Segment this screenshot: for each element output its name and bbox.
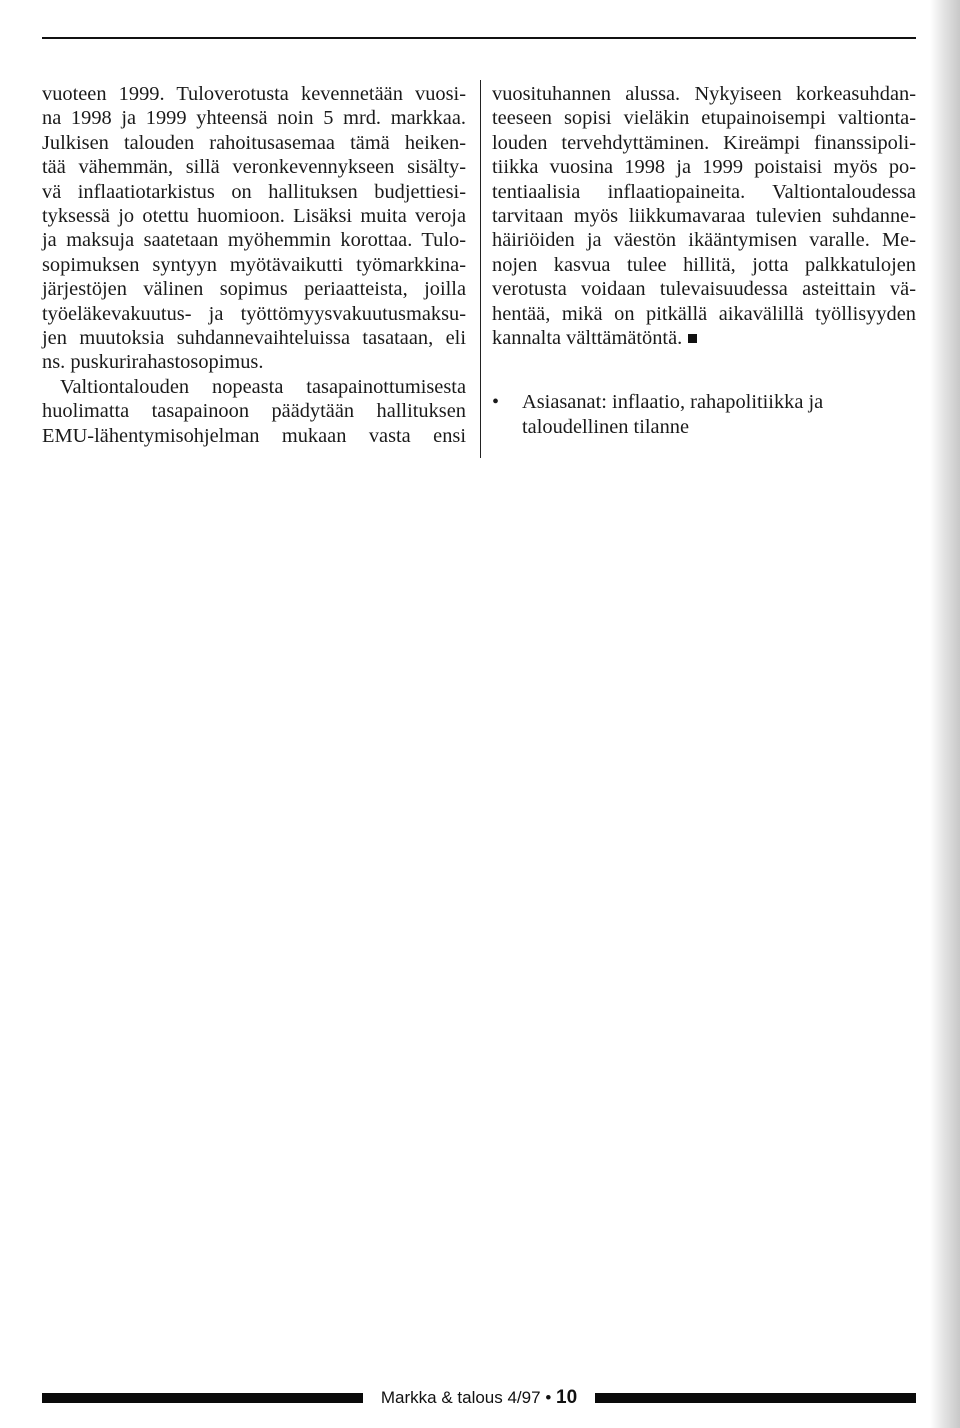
text-line: ja maksuja saatetaan myöhemmin korottaa. Tulo- [42,229,466,252]
keyword-line: Asiasanat: inflaatio, rahapolitiikka ja [522,391,824,414]
right-paragraph-1 [492,82,916,350]
page-edge-shadow [930,0,960,1428]
text-line: EMU-lähentymisohjelman mukaan vasta ensi [42,424,466,447]
text-line: häiriöiden ja väestön ikääntymisen varalle. Me- [492,229,916,252]
text-line: tyksessä jo otettu huomioon. Lisäksi muita veroja [42,205,466,228]
text-line-last: kannalta välttämätöntä. [492,327,683,350]
text-line [492,326,916,350]
text-line: huolimatta tasapainoon päädytään hallituksen [42,400,466,423]
footer-bar-left [42,1393,363,1403]
footer-bar-right [595,1393,916,1403]
right-column [492,82,916,439]
text-line: teeseen sopisi vieläkin etupainoisempi valtionta- [492,107,916,130]
text-line: hentää, mikä on pitkällä aikavälillä työllisyyden [492,302,916,325]
left-paragraph-2 [42,375,466,448]
text-line: tää vähemmän, sillä veronkevennykseen sisälty- [42,156,466,179]
text-line: tarvitaan myös liikkumavaraa tulevien suhdanne- [492,205,916,228]
page-number: 10 [556,1387,578,1408]
text-line: nojen kasvua tulee hillitä, jotta palkkatulojen [492,253,916,276]
text-line: tiikka vuosina 1998 ja 1999 poistaisi myös po- [492,156,916,179]
footer-label [363,1387,595,1409]
left-paragraph-1 [42,82,466,375]
text-line: ns. puskurirahastosopimus. [42,351,264,374]
publication-name: Markka & talous 4/97 [380,1388,541,1407]
text-line: louden tervehdyttäminen. Kireämpi finanssipoli- [492,131,916,154]
text-line: na 1998 ja 1999 yhteensä noin 5 mrd. markkaa. [42,107,466,130]
keyword-list [492,390,916,439]
keyword-item [492,390,916,439]
text-line: tentiaalisia inflaatiopaineita. Valtiontaloudessa [492,180,916,203]
footer-separator: • [545,1388,552,1407]
end-of-article-mark [688,334,697,343]
text-line: vä inflaatiotarkistus on hallituksen budjettiesi- [42,180,466,203]
text-line: järjestöjen välinen sopimus periaatteista, joilla [42,278,466,301]
page-footer [42,1384,916,1412]
text-line: verotusta voidaan tulevaisuudessa asteittain vä- [492,278,916,301]
text-line: Valtiontalouden nopeasta tasapainottumisesta [60,375,466,398]
header-rule [42,37,916,39]
text-line: sopimuksen syntyyn myötävaikutti työmarkkina- [42,253,466,276]
text-line: työeläkevakuutus- ja työttömyysvakuutusmaksu- [42,302,466,325]
text-line: vuoteen 1999. Tuloverotusta kevennetään vuosi- [42,83,466,105]
text-line: vuosituhannen alussa. Nykyiseen korkeasuhdan- [492,83,916,105]
text-line: jen muutoksia suhdannevaihteluissa tasataan, eli [42,327,466,350]
column-divider [480,80,481,458]
text-line: Julkisen talouden rahoitusasemaa tämä heiken- [42,131,466,154]
keyword-line: taloudellinen tilanne [522,415,690,438]
left-column [42,82,466,448]
bullet-icon: • [492,391,500,414]
